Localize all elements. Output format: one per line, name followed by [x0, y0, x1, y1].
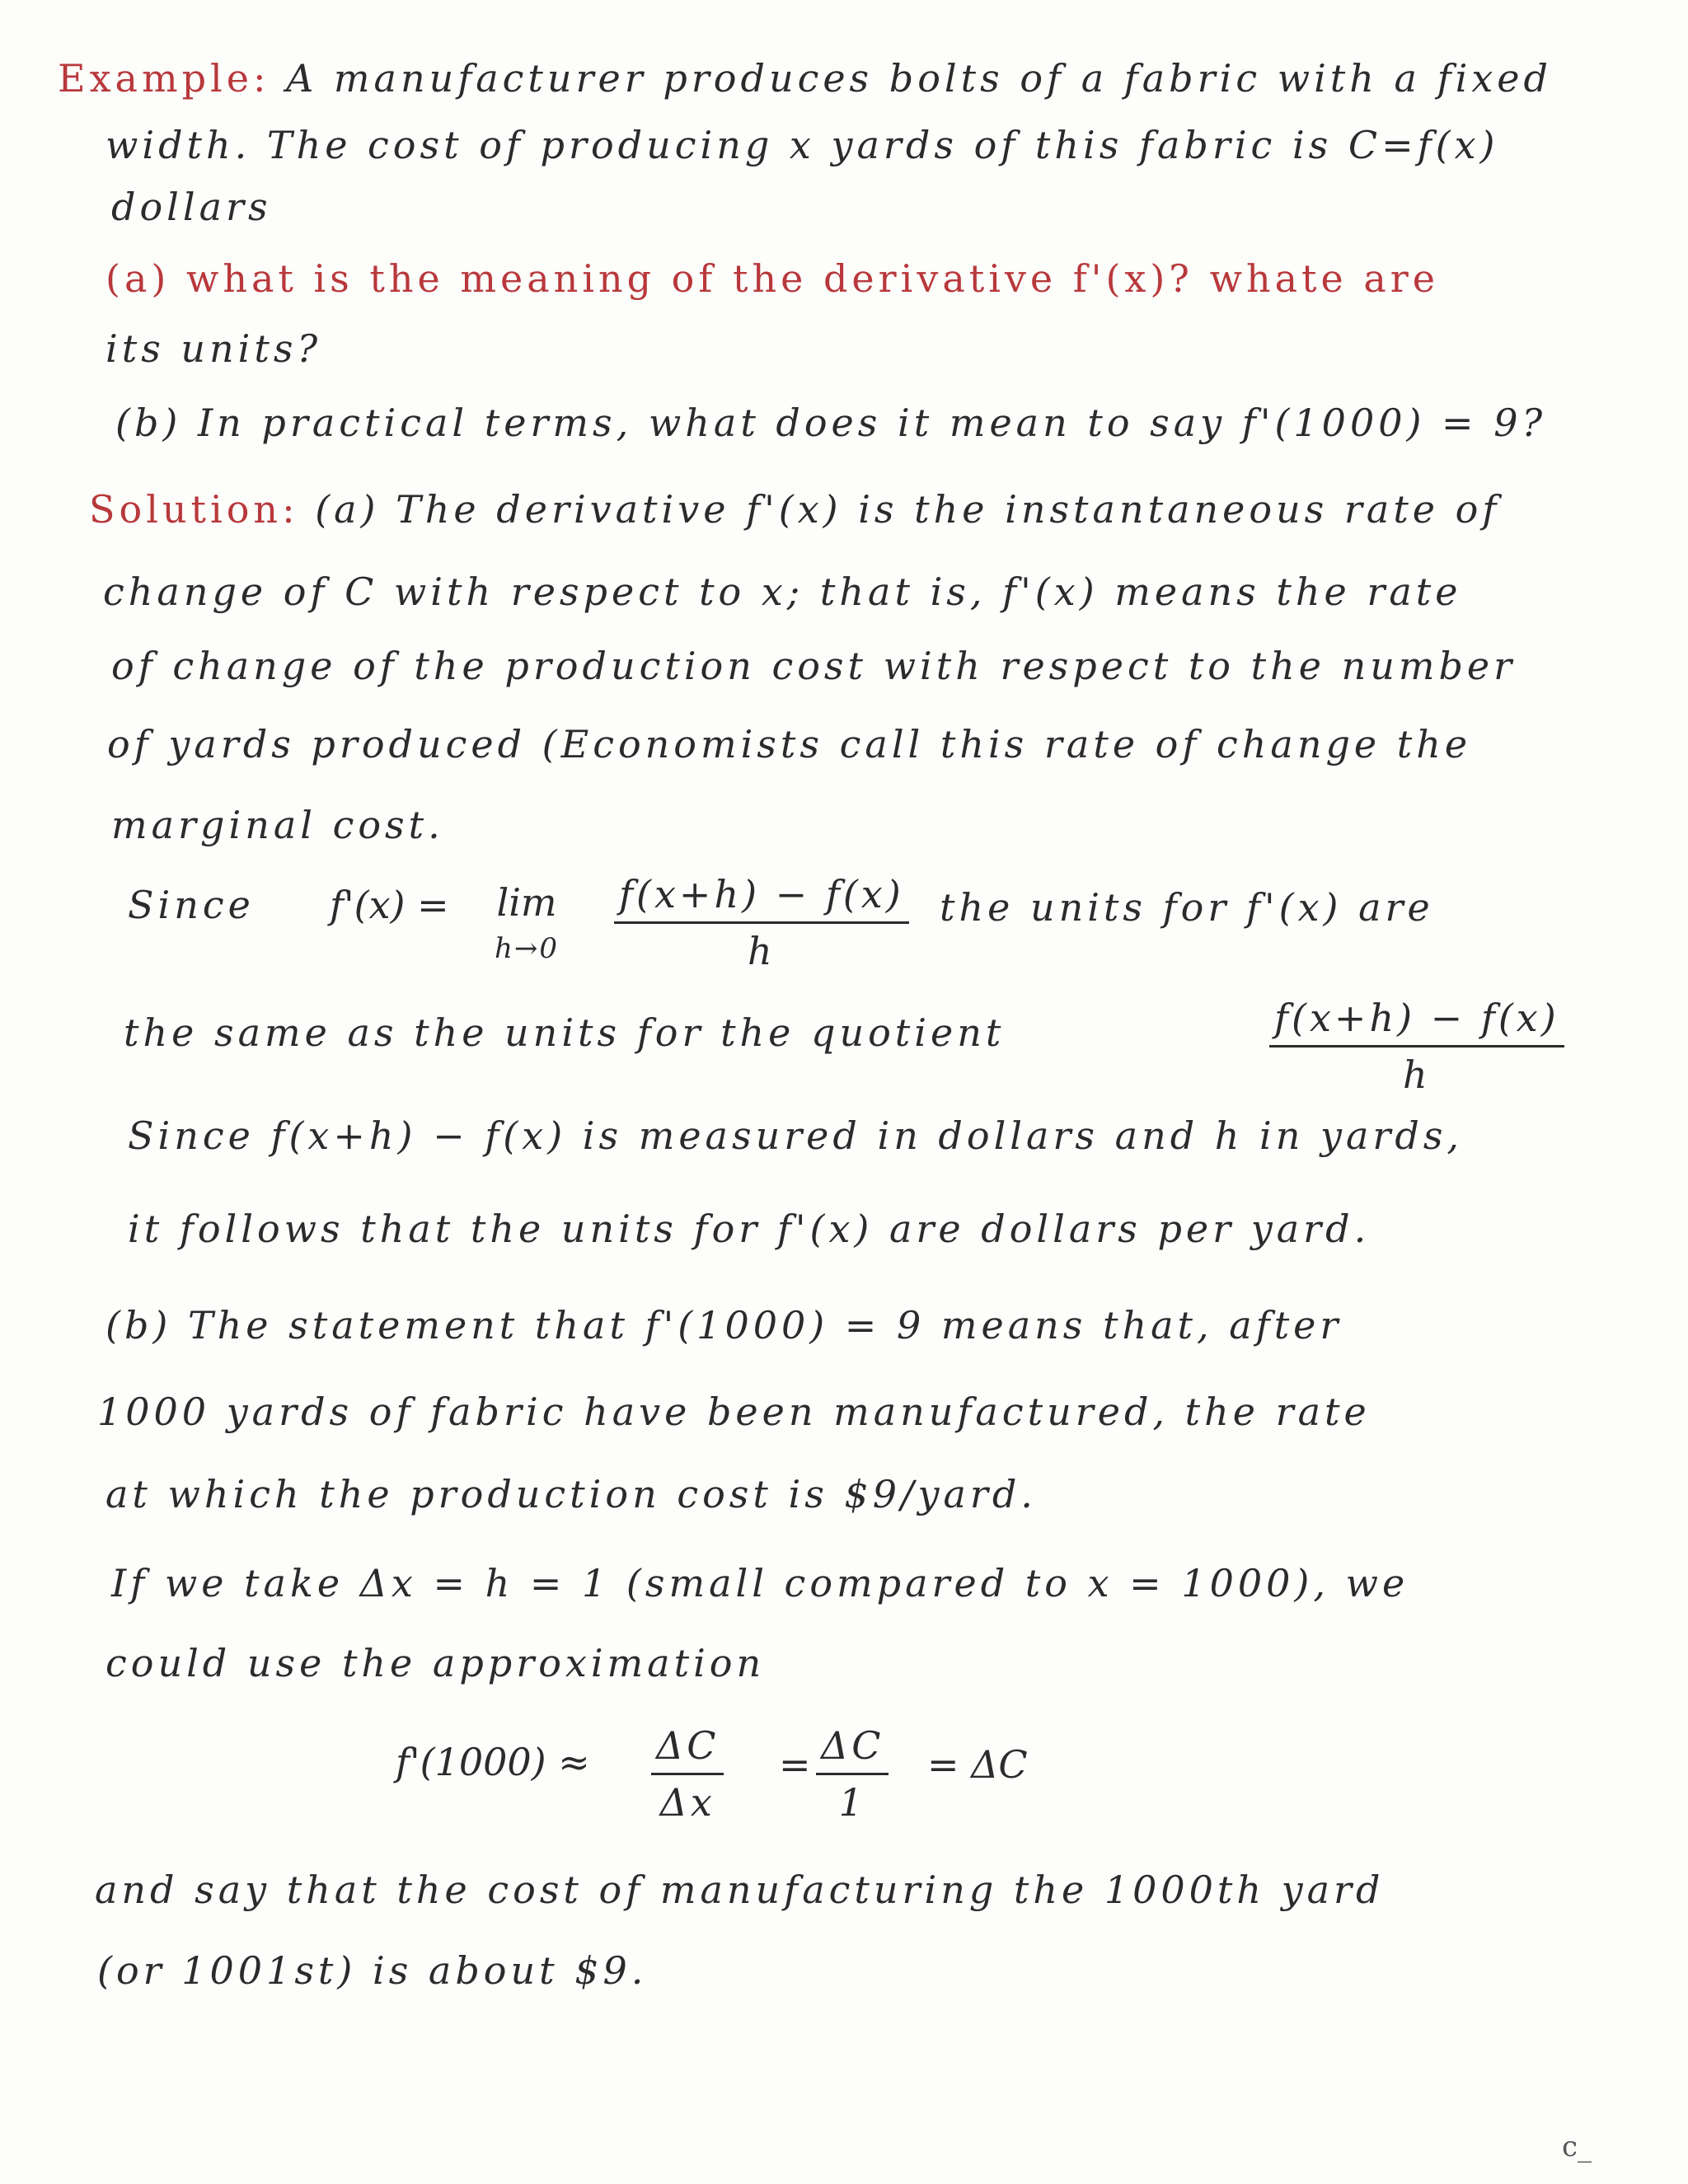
solution-b-line-2: 1000 yards of fabric have been manufactured, the rate — [97, 1390, 1371, 1434]
solution-line-1 — [89, 487, 1501, 532]
solution-b-text-1: (b) The statement that f'(1000) = 9 means that, after — [106, 1303, 1343, 1347]
approx-fraction-1 — [651, 1723, 724, 1825]
quotient-denominator: h — [1403, 1052, 1431, 1097]
approx-fraction-2 — [816, 1723, 889, 1825]
limit-word: lim — [496, 880, 557, 925]
approx-equals: = — [779, 1742, 811, 1787]
example-label: Example: — [58, 56, 270, 101]
solution-a-line-3: of change of the production cost with respect to the number — [111, 644, 1517, 688]
solution-a-line-4: of yards produced (Economists call this rate of change the — [107, 722, 1472, 766]
difference-quotient-numerator: f(x+h) − f(x) — [614, 875, 909, 924]
solution-a-line-2: change of C with respect to x; that is, f'(x) means the rate — [103, 569, 1462, 614]
limit-subscript: h→0 — [495, 932, 560, 965]
question-a-text-1: (a) what is the meaning of the derivative f'(x)? whate are — [106, 256, 1439, 301]
solution-label: Solution: — [89, 487, 299, 532]
approx-numerator-2: ΔC — [816, 1727, 889, 1775]
derivative-lhs: f'(x) = — [330, 883, 449, 927]
approx-numerator-1: ΔC — [651, 1727, 724, 1775]
example-line-2: width. The cost of producing x yards of this fabric is C=f(x) — [106, 123, 1499, 167]
example-line-3: dollars — [111, 185, 272, 229]
final-line-2: (or 1001st) is about $9. — [97, 1948, 648, 1993]
take-delta-line: If we take Δx = h = 1 (small compared to x = 1000), we — [111, 1561, 1409, 1605]
approx-denominator-2: 1 — [838, 1780, 866, 1825]
solution-a-line-5: marginal cost. — [111, 803, 444, 847]
question-a-line-1 — [106, 256, 1439, 301]
quotient-fraction — [1269, 996, 1564, 1097]
question-b-line: (b) In practical terms, what does it mean to say f'(1000) = 9? — [115, 401, 1547, 445]
since-word: Since — [128, 883, 255, 927]
limit-operator — [495, 880, 560, 965]
solution-b-line-3: at which the production cost is $9/yard. — [106, 1472, 1037, 1516]
approximation-intro-line: could use the approximation — [106, 1641, 766, 1685]
question-a-line-2: its units? — [106, 326, 322, 371]
page-mark: c_ — [1562, 2130, 1592, 2163]
difference-quotient-denominator: h — [748, 929, 776, 973]
example-line-1 — [58, 56, 1552, 101]
approx-denominator-1: Δx — [659, 1780, 715, 1825]
approx-rhs: = ΔC — [927, 1742, 1028, 1787]
final-line-1: and say that the cost of manufacturing the 1000th yard — [95, 1868, 1385, 1912]
since-units-line: Since f(x+h) − f(x) is measured in dollars and h in yards, — [128, 1113, 1464, 1158]
same-as-line: the same as the units for the quotient — [124, 1010, 1006, 1055]
since-tail: the units for f'(x) are — [940, 885, 1434, 930]
example-text-1: A manufacturer produces bolts of a fabric with a fixed — [286, 56, 1552, 101]
quotient-numerator: f(x+h) − f(x) — [1269, 999, 1564, 1047]
approx-lhs: f'(1000) ≈ — [396, 1740, 590, 1784]
solution-b-line-1 — [106, 1303, 1343, 1347]
units-conclusion-line: it follows that the units for f'(x) are dollars per yard. — [128, 1207, 1371, 1251]
solution-a-text-1: (a) The derivative f'(x) is the instantaneous rate of — [315, 487, 1501, 532]
difference-quotient — [614, 872, 909, 973]
